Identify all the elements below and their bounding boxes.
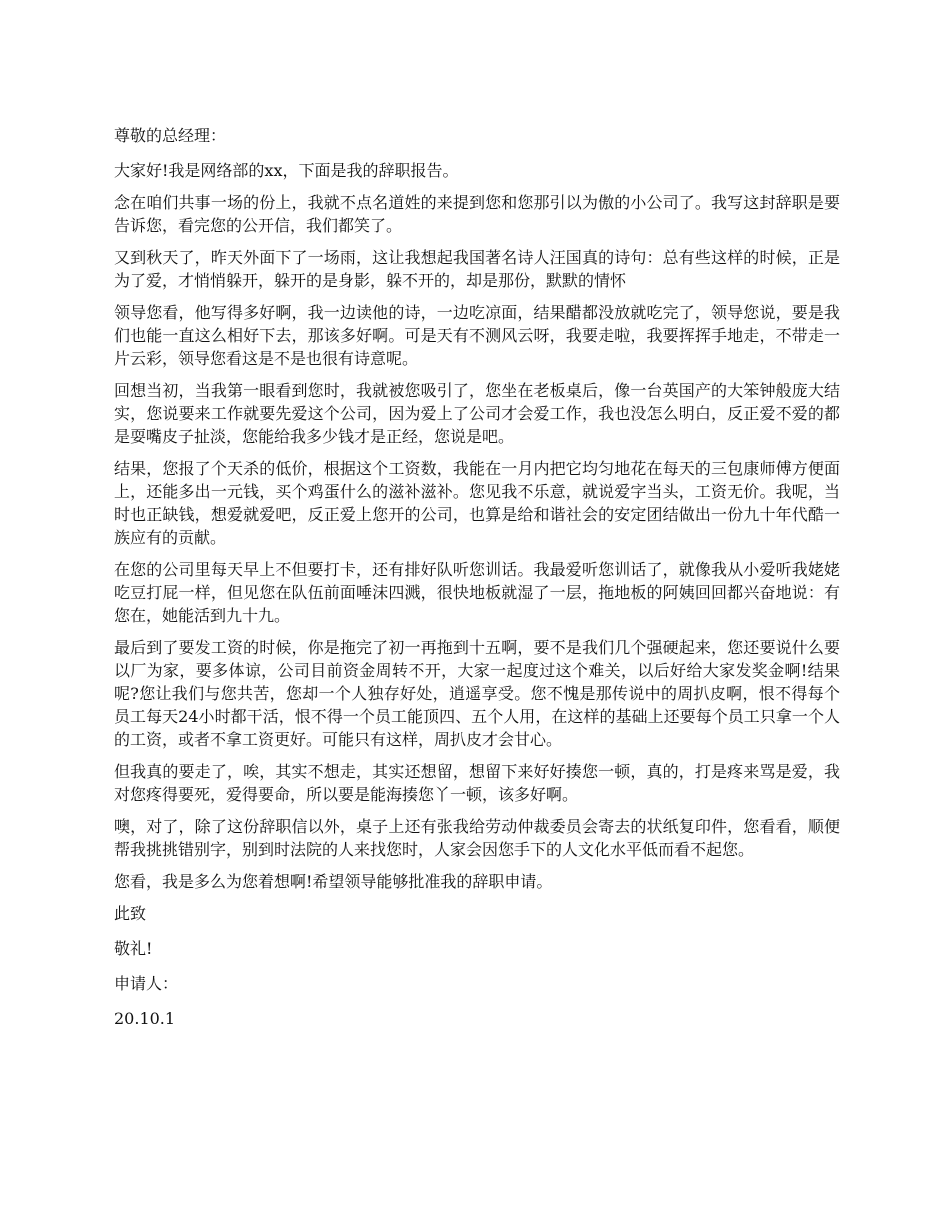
letter-date: 20.10.1 [114, 1009, 176, 1028]
paragraph: 在您的公司里每天早上不但要打卡，还有排好队听您训话。我最爱听您训话了，就像我从小爱听我姥姥吃豆打屁一样，但见您在队伍前面唾沫四溅，很快地板就湿了一层，拖地板的阿姨回回都兴奋地说：有您在，她能活到九十九。 [114, 560, 840, 625]
closing-line-2: 敬礼! [114, 939, 153, 958]
paragraph: 结果，您报了个天杀的低价，根据这个工资数，我能在一月内把它均匀地花在每天的三包康师傅方便面上，还能多出一元钱，买个鸡蛋什么的滋补滋补。您见我不乐意，就说爱字当头，工资无价。我呢，当时也正缺钱，想爱就爱吧，反正爱上您开的公司，也算是给和谐社会的安定团结做出一份九十年代酷一族应有的贡献。 [114, 459, 840, 547]
paragraph: 回想当初，当我第一眼看到您时，我就被您吸引了，您坐在老板桌后，像一台英国产的大笨钟般庞大结实，您说要来工作就要先爱这个公司，因为爱上了公司才会爱工作，我也没怎么明白，反正爱不爱的都是耍嘴皮子扯淡，您能给我多少钱才是正经，您说是吧。 [114, 381, 840, 446]
applicant-label: 申请人： [114, 974, 179, 993]
salutation: 尊敬的总经理： [114, 126, 227, 145]
paragraph: 念在咱们共事一场的份上，我就不点名道姓的来提到您和您那引以为傲的小公司了。我写这封辞职是要告诉您，看完您的公开信，我们都笑了。 [114, 193, 840, 235]
paragraph: 领导您看，他写得多好啊，我一边读他的诗，一边吃凉面，结果醋都没放就吃完了，领导您说，要是我们也能一直这么相好下去，那该多好啊。可是天有不测风云呀，我要走啦，我要挥挥手地走，不带走一片云彩，领导您看这是不是也很有诗意呢。 [114, 303, 840, 368]
paragraph: 但我真的要走了，唉，其实不想走，其实还想留，想留下来好好揍您一顿，真的，打是疼来骂是爱，我对您疼得要死，爱得要命，所以要是能海揍您丫一顿，该多好啊。 [114, 762, 840, 804]
paragraph-request: 您看，我是多么为您着想啊!希望领导能够批准我的辞职申请。 [114, 872, 553, 891]
paragraph: 又到秋天了，昨天外面下了一场雨，这让我想起我国著名诗人汪国真的诗句：总有些这样的时候，正是为了爱，才悄悄躲开，躲开的是身影，躲不开的，却是那份，默默的情怀 [114, 248, 840, 290]
closing-line-1: 此致 [114, 904, 147, 923]
paragraph: 噢，对了，除了这份辞职信以外，桌子上还有张我给劳动仲裁委员会寄去的状纸复印件，您看看，顺便帮我挑挑错别字，别到时法院的人来找您时，人家会因您手下的人文化水平低而看不起您。 [114, 817, 840, 859]
resignation-letter [114, 124, 840, 1042]
paragraph: 最后到了要发工资的时候，你是拖完了初一再拖到十五啊，要不是我们几个强硬起来，您还要说什么要以厂为家，要多体谅，公司目前资金周转不开，大家一起度过这个难关，以后好给大家发奖金啊!结果呢?您让我们与您共苦，您却一个人独存好处，逍遥享受。您不愧是那传说中的周扒皮啊，恨不得每个员工每天24小时都干活，恨不得一个员工能顶四、五个人用，在这样的基础上还要每个员工只拿一个人的工资，或者不拿工资更好。可能只有这样，周扒皮才会甘心。 [114, 638, 840, 749]
paragraph-greeting: 大家好!我是网络部的xx，下面是我的辞职报告。 [114, 161, 459, 180]
